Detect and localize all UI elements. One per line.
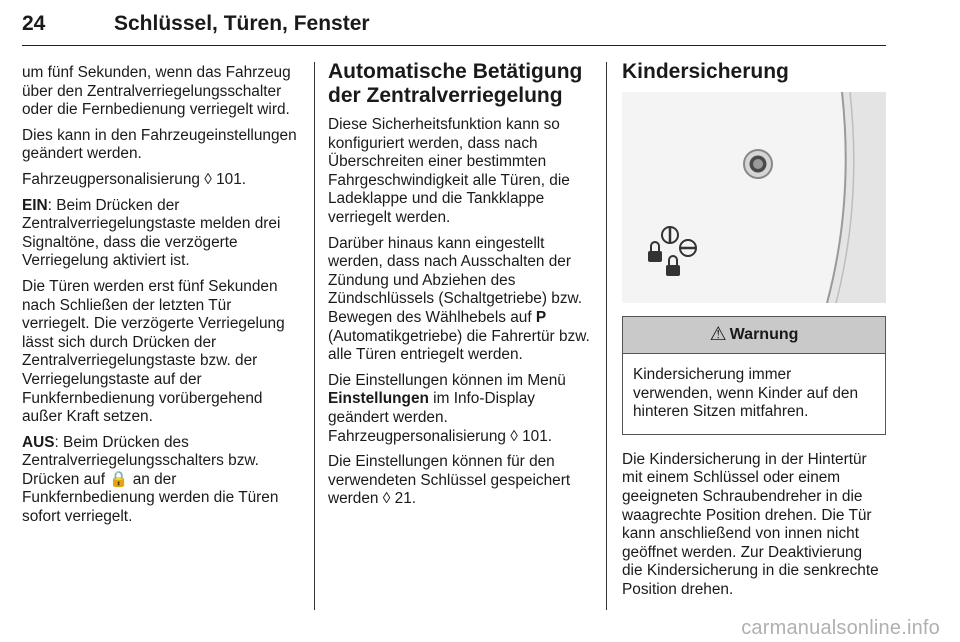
- section-title: Schlüssel, Türen, Fenster: [114, 12, 370, 35]
- cross-reference: Fahrzeugpersonalisierung ◊ 101.: [22, 170, 247, 188]
- paragraph: Die Kindersicherung in der Hintertür mit einem Schlüssel oder einem geeigneten Schraubendreher in die waagrechte Position drehen. Die Tür kann anschließend von innen nicht geöffnet werden. Zur Deaktivierung die Kindersicherung in die senkrechte Position drehen.: [622, 450, 879, 598]
- child-lock-illustration: [622, 92, 886, 303]
- term-off: AUS: [22, 433, 55, 451]
- paragraph: um fünf Sekunden, wenn das Fahrzeug über den Zentralverriegelungsschalter oder die Fernbedienung verriegelt wird.: [22, 64, 291, 119]
- paragraph: Die Einstellungen können für den verwendeten Schlüssel gespeichert werden ◊ 21.: [328, 453, 571, 508]
- paragraph: Die Einstellungen können im Menü Einstellungen im Info-Display geändert werden. Fahrzeugpersonalisierung ◊ 101.: [328, 371, 566, 445]
- column-divider-1: [314, 62, 315, 610]
- paragraph: Dies kann in den Fahrzeugeinstellungen geändert werden.: [22, 126, 297, 163]
- paragraph: AUS: Beim Drücken des Zentralverriegelungsschalters bzw. Drücken auf 🔒 an der Funkfernbedienung werden die Türen sofort verriegelt.: [22, 433, 279, 526]
- page-header: [22, 8, 886, 44]
- term-p: P: [535, 308, 547, 326]
- paragraph: Darüber hinaus kann eingestellt werden, dass nach Ausschalten der Zündung und Abziehen des Zündschlüssels (Schaltgetriebe) bzw. Bewegen des Wählhebels auf P (Automatikgetriebe) die Fahrertür bzw. alle Türen entriegelt werden.: [328, 234, 590, 364]
- paragraph: EIN: Beim Drücken der Zentralverriegelungstaste melden drei Signaltöne, dass die verzögerte Verriegelung aktiviert ist.: [22, 196, 281, 270]
- warning-box: [622, 316, 886, 435]
- page-number: 24: [22, 12, 46, 35]
- column-1: [22, 64, 298, 534]
- warning-title: Warnung: [729, 325, 799, 343]
- column-divider-2: [606, 62, 607, 610]
- column-heading: Kindersicherung: [622, 60, 789, 83]
- column-3: [622, 60, 886, 607]
- door-edge-drawing: [622, 92, 886, 303]
- column-2: [328, 60, 590, 516]
- header-divider: [22, 45, 886, 46]
- paragraph: Diese Sicherheitsfunktion kann so konfiguriert werden, dass nach Überschreiten einer bestimmten Fahrgeschwindigkeit alle Türen, die Ladeklappe und die Tankklappe verriegelt werden.: [328, 116, 570, 226]
- term-on: EIN: [22, 196, 48, 214]
- warning-text: Kindersicherung immer verwenden, wenn Kinder auf den hinteren Sitzen mitfahren.: [633, 366, 859, 421]
- warning-header: [623, 317, 885, 354]
- warning-icon: ⚠: [709, 323, 727, 345]
- watermark: carmanualsonline.info: [741, 617, 940, 639]
- term-settings: Einstellungen: [328, 390, 429, 408]
- column-heading: Automatische Betätigung der Zentralverriegelung: [328, 60, 583, 107]
- paragraph: Die Türen werden erst fünf Sekunden nach Schließen der letzten Tür verriegelt. Die verzögerte Verriegelung lässt sich durch Drücken der Zentralverriegelungstaste bzw. der Verriegelungstaste auf der Funkfernbedienung vorübergehend außer Kraft setzen.: [22, 277, 285, 426]
